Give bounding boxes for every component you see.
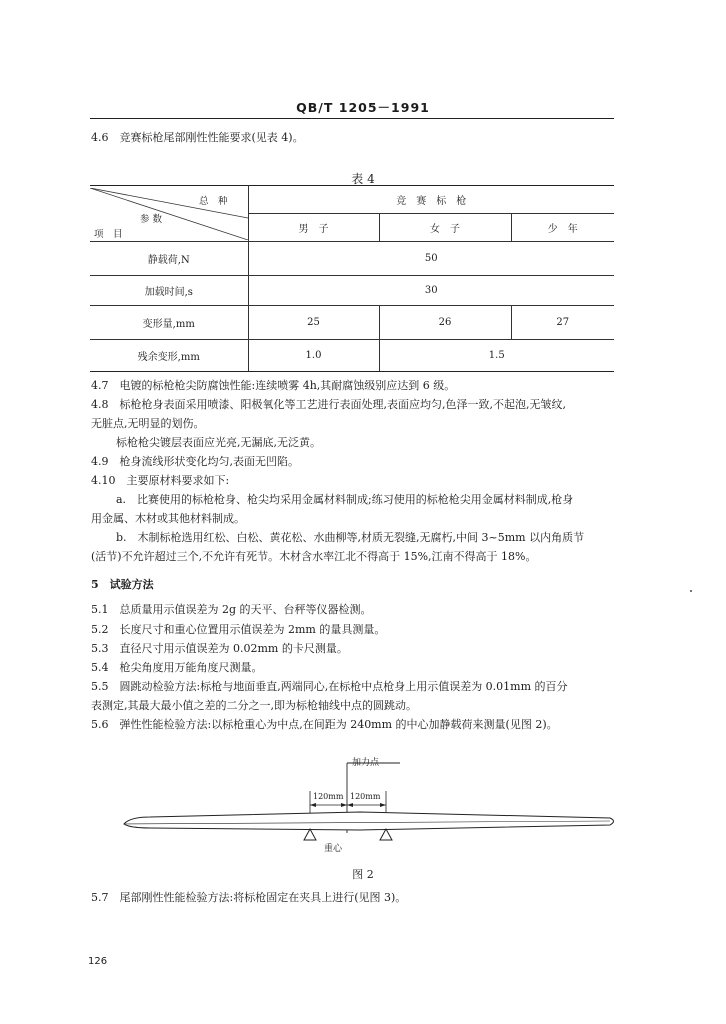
clause-5-2: 5.2 长度尺寸和重心位置用示值误差为 2mm 的量具测量。 (91, 623, 386, 636)
figure-2 (110, 755, 630, 860)
dimension-left-label: 120mm (313, 792, 344, 801)
clause-5-5-line2: 表测定,其最大最小值之差的二分之一,即为标枪轴线中点的圆跳动。 (91, 699, 417, 712)
center-of-gravity-label: 重心 (324, 844, 343, 854)
clause-5-1: 5.1 总质量用示值误差为 2g 的天平、台秤等仪器检测。 (91, 603, 372, 616)
table-corner-cell (90, 186, 248, 242)
table-group-header: 竞 赛 标 枪 (248, 186, 614, 214)
table-cell: 25 (248, 306, 379, 340)
page-number: 126 (88, 956, 108, 967)
clause-5-6: 5.6 弹性性能检验方法:以标枪重心为中点,在间距为 240mm 的中心加静载荷来测量(见图 2)。 (91, 718, 558, 731)
figure-caption: 图 2 (352, 868, 374, 881)
table-cell: 30 (248, 276, 614, 306)
table-row-label: 静载荷,N (90, 242, 248, 276)
clause-5-7: 5.7 尾部刚性性能检验方法:将标枪固定在夹具上进行(见图 3)。 (91, 891, 407, 904)
dimension-right-label: 120mm (350, 792, 381, 801)
table-cell: 50 (248, 242, 614, 276)
item-b-line2: (活节)不允许超过三个,不允许有死节。木材含水率江北不得高于 15%,江南不得高于 18%。 (91, 550, 537, 563)
table-row (90, 276, 614, 306)
item-b-line1: b. 木制标枪选用红松、白松、黄花松、水曲柳等,材质无裂缝,无腐朽,中间 3~5mm 以内角质节 (116, 531, 585, 544)
load-point-label: 加力点 (352, 758, 380, 768)
table-cell: 27 (511, 306, 614, 340)
clause-4-7: 4.7 电镀的标枪枪尖防腐蚀性能:连续喷雾 4h,其耐腐蚀级别应达到 6 级。 (91, 379, 456, 392)
clause-4-8-line1: 4.8 标枪枪身表面采用喷漆、阳极氧化等工艺进行表面处理,表面应均匀,色泽一致,不起泡,无皱纹, (91, 398, 566, 411)
clause-4-9: 4.9 枪身流线形状变化均匀,表面无凹陷。 (91, 455, 299, 468)
table-col-header: 女 子 (379, 214, 511, 242)
clause-4-8-line3: 标枪枪尖镀层表面应光亮,无漏底,无泛黄。 (116, 436, 321, 449)
item-a-line2: 用金属、木材或其他材料制成。 (91, 512, 245, 525)
clause-5-3: 5.3 直径尺寸用示值误差为 0.02mm 的卡尺测量。 (91, 642, 348, 655)
corner-label-bottom: 项 目 (94, 228, 123, 240)
standard-code-header: QB/T 1205－1991 (296, 100, 430, 115)
table-row-label: 加载时间,s (90, 276, 248, 306)
clause-4-8-line2: 无脏点,无明显的划伤。 (91, 417, 205, 430)
section-5-heading: 5 试验方法 (91, 578, 154, 591)
javelin-test-diagram (110, 755, 630, 860)
item-a-line1: a. 比赛使用的标枪枪身、枪尖均采用金属材料制成;练习使用的标枪枪尖用金属材料制成,枪身 (116, 493, 574, 506)
table-col-header: 少 年 (511, 214, 614, 242)
table-row (90, 340, 614, 372)
clause-4-10: 4.10 主要原材料要求如下: (91, 474, 230, 487)
table-cell: 26 (379, 306, 511, 340)
header-rule (90, 118, 614, 119)
clause-5-5-line1: 5.5 圆跳动检验方法:标枪与地面垂直,两端同心,在标枪中点枪身上用示值误差为 0.01mm 的百分 (91, 680, 568, 693)
scan-speck (690, 590, 692, 592)
table-cell: 1.0 (248, 340, 379, 372)
clause-4-6: 4.6 竞赛标枪尾部刚性性能要求(见表 4)。 (91, 131, 304, 144)
table-row-label: 变形量,mm (90, 306, 248, 340)
table-row (90, 242, 614, 276)
table-caption: 表 4 (351, 172, 375, 186)
table-row (90, 306, 614, 340)
table-4 (90, 185, 614, 372)
clause-5-4: 5.4 枪尖角度用万能角度尺测量。 (91, 661, 263, 674)
table-col-header: 男 子 (248, 214, 379, 242)
corner-label-top: 总 种 (198, 195, 228, 207)
table-cell: 1.5 (379, 340, 614, 372)
corner-label-mid: 参 数 (140, 213, 163, 225)
table-row-label: 残余变形,mm (90, 340, 248, 372)
